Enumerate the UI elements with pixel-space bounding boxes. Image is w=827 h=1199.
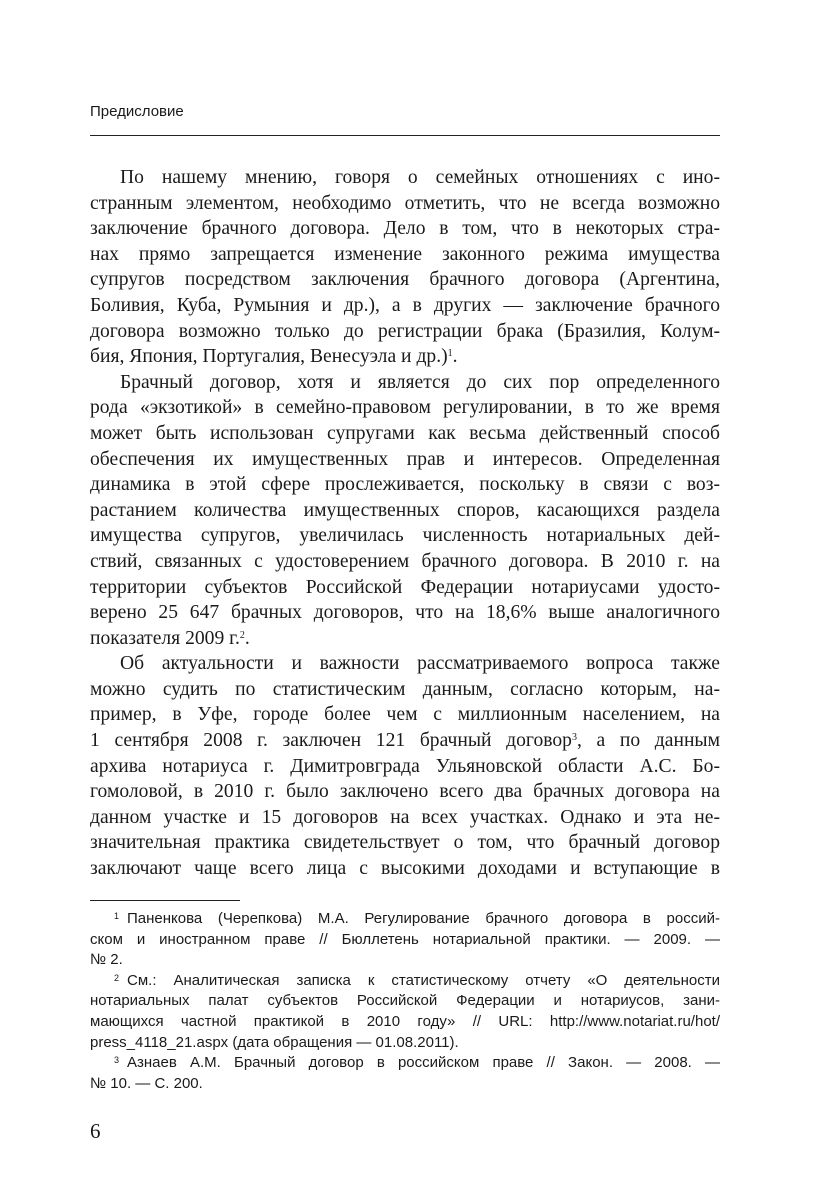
text-line: имущества супругов, увеличилась численность нотариальных дей- [90,525,720,547]
text-line: гомоловой, в 2010 г. было заключено всего два брачных договора на [90,781,720,803]
footnote-line: № 10. — С. 200. [90,1074,203,1092]
footnote-1 [90,909,720,971]
text-line: верено 25 647 брачных договоров, что на 18,6% выше аналогичного [90,602,720,624]
footnote-line: $^2$ См.: Аналитическая записка к статистическому отчету «О деятельности [114,971,720,989]
footnote-line[interactable]: мающихся частной практикой в 2010 году» // URL: http://www.notariat.ru/hot/ [90,1012,720,1030]
footnote-number: 2 [114,972,120,983]
footnote-3 [90,1053,720,1094]
text-line: может быть использован супругами как весьма действенный способ [90,422,720,444]
header-divider [90,135,720,136]
text-line: Об актуальности и важности рассматриваемого вопроса также [120,653,720,675]
footnote-line: $^3$ Азнаев А.М. Брачный договор в российском праве // Закон. — 2008. — [114,1054,720,1072]
page-number: 6 [90,1119,101,1143]
text-line: заключают чаще всего лица с высокими доходами и вступающие в [90,858,720,880]
text-line: договора возможно только до регистрации брака (Бразилия, Колум- [90,320,720,342]
running-header: Предисловие [90,103,184,120]
text-line: динамика в этой сфере прослеживается, поскольку в связи с воз- [90,474,720,496]
text-line: данном участке и 15 договоров на всех участках. Однако и эта не- [90,806,720,828]
footnote-2 [90,971,720,1053]
footnote-line: ском и иностранном праве // Бюллетень нотариальной практики. — 2009. — [90,930,720,948]
text-line: архива нотариуса г. Димитровграда Ульяновской области А.С. Бо- [90,755,720,777]
footnote-number: 1 [114,911,120,921]
main-text [90,165,720,882]
text-line: По нашему мнению, говоря о семейных отношениях с ино- [120,167,720,188]
text-line: территории субъектов Российской Федерации нотариусами удосто- [90,576,720,598]
text-line: супругов посредством заключения брачного договора (Аргентина, [90,269,720,291]
footnote-line: нотариальных палат субъектов Российской Федерации и нотариусов, зани- [90,992,720,1010]
footnote-line[interactable]: press_4118_21.aspx (дата обращения — 01.08.2011). [90,1033,459,1051]
text-line: заключение брачного договора. Дело в том, что в некоторых стра- [90,218,720,240]
text-line: пример, в Уфе, городе более чем с миллионным населением, на [90,704,720,726]
footnote-ref-1[interactable]: 1 [447,348,453,360]
footnote-ref-2[interactable]: 2 [239,629,245,641]
text-line: можно судить по статистическим данным, согласно которым, на- [90,678,720,700]
text-line: значительная практика свидетельствует о том, что брачный договор [90,832,720,854]
footnotes [90,909,720,1094]
footnote-number: 3 [114,1055,120,1066]
text-line: Боливия, Куба, Румыния и др.), а в других — заключение брачного [90,294,720,316]
footnote-line: № 2. [90,951,123,969]
text-line: ствий, связанных с удостоверением брачного договора. В 2010 г. на [90,550,720,572]
text-line: бия, Япония, Португалия, Венесуэла и др.)$^1$. [90,346,458,368]
text-line: Брачный договор, хотя и является до сих пор определенного [120,371,720,393]
text-line: странным элементом, необходимо отметить, что не всегда возможно [90,192,720,214]
text-line: 1 сентября 2008 г. заключен 121 брачный договор$^3$, а по данным [90,730,720,752]
footnote-ref-3[interactable]: 3 [571,732,577,744]
text-line: рода «экзотикой» в семейно-правовом регулировании, в то же время [90,397,720,419]
footnote-line: $^1$ Паненкова (Черепкова) М.А. Регулирование брачного договора в россий- [114,910,720,927]
text-line: растанием количества имущественных споров, касающихся раздела [90,499,720,521]
footnote-divider [90,900,240,901]
text-line: обеспечения их имущественных прав и интересов. Определенная [90,448,720,470]
text-line: нах прямо запрещается изменение законного режима имущества [90,243,720,265]
text-line: показателя 2009 г.$^2$. [90,627,250,649]
